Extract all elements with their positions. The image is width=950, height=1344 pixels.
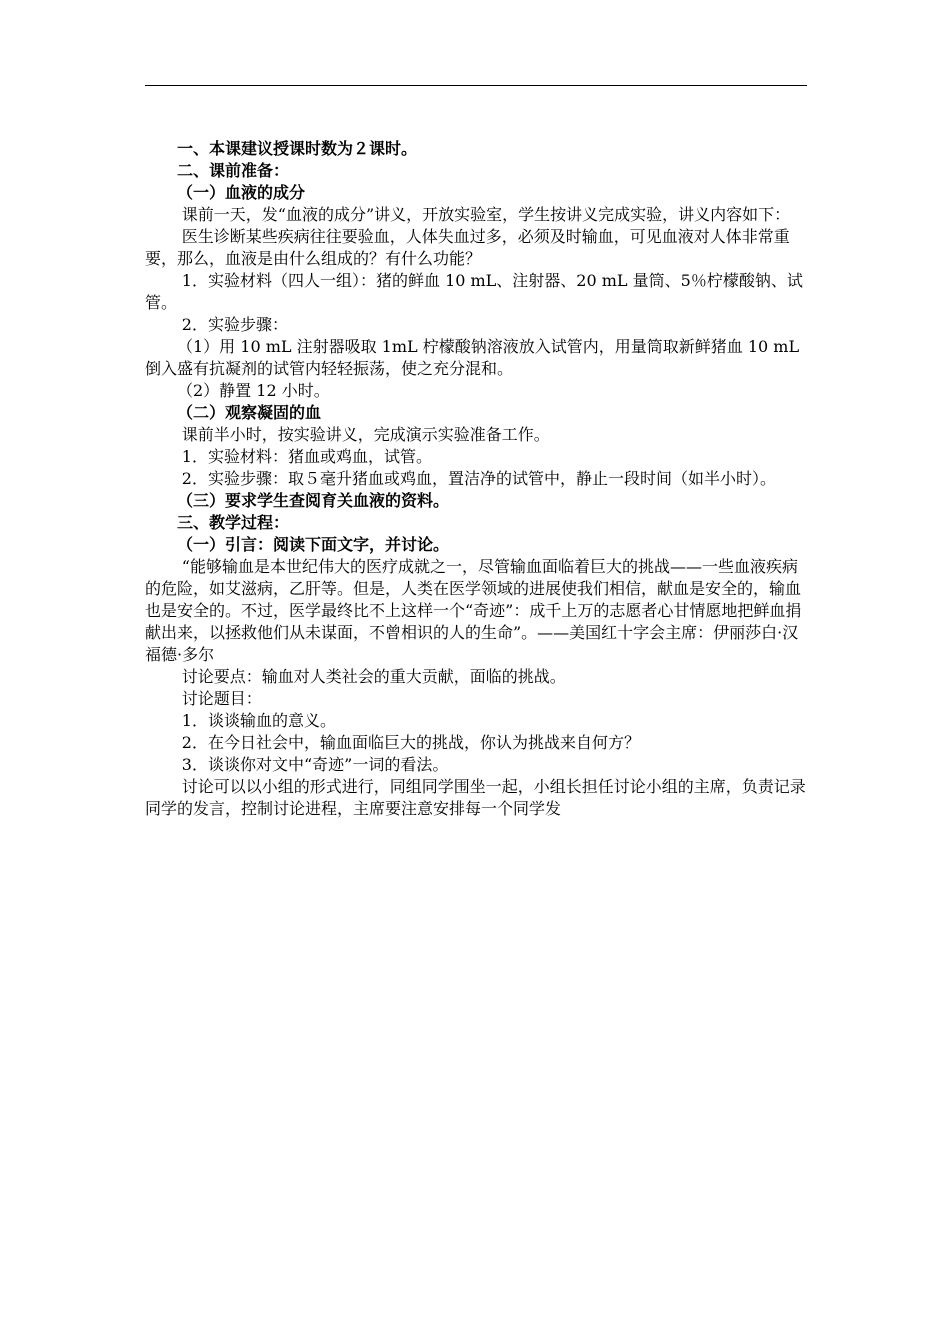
paragraph-discussion-topics-title: 讨论题目： — [181, 689, 262, 708]
subsection-coagulated-blood-title: （二）观察凝固的血 — [177, 403, 322, 422]
section-2-title: 二、课前准备： — [177, 161, 290, 180]
quote-paragraph: “能够输血是本世纪伟大的医疗成就之一，尽管输血面临着巨大的挑战——一些血液疾病的危险，如艾滋病，乙肝等。但是，人类在医学领域的进展使我们相信，献血是安全的，输血也是安全的。不过，医学最终比不上这样一个“奇迹”：成千上万的志愿者心甘情愿地把鲜血捐献出来，以拯救他们从未谋面，不曾相识的人的生命”。——美国红十字会主席：伊丽莎白·汉福德·多尔 — [145, 557, 802, 664]
subsection-intro-title: （一）引言：阅读下面文字，并讨论。 — [177, 535, 450, 554]
paragraph-step-1: （1）用 10 mL 注射器吸取 1mL 柠檬酸钠溶液放入试管内，用量筒取新鲜猪血 10 mL 倒入盛有抗凝剂的试管内轻轻振荡，使之充分混和。 — [145, 337, 800, 378]
document-body — [145, 138, 807, 820]
paragraph-handout-content: 医生诊断某些疾病往往要验血，人体失血过多，必须及时输血，可见血液对人体非常重要，那么，血液是由什么组成的？有什么功能？ — [145, 227, 790, 268]
paragraph-step-2: （2）静置 12 小时。 — [177, 381, 330, 400]
paragraph-discussion-points: 讨论要点：输血对人类社会的重大贡献，面临的挑战。 — [181, 667, 566, 686]
paragraph-demo-prep: 课前半小时，按实验讲义，完成演示实验准备工作。 — [181, 425, 550, 444]
section-3-title: 三、教学过程： — [177, 513, 290, 532]
paragraph-closing: 讨论可以以小组的形式进行，同组同学围坐一起，小组长担任讨论小组的主席，负责记录同学的发言，控制讨论进程，主席要注意安排每一个同学发 — [145, 777, 806, 818]
paragraph-demo-steps: 2．实验步骤：取５毫升猪血或鸡血，置洁净的试管中，静止一段时间（如半小时）。 — [181, 469, 776, 488]
paragraph-materials: 1．实验材料（四人一组）：猪的鲜血 10 mL、注射器、20 mL 量筒、5％柠檬酸钠、试管。 — [145, 271, 803, 312]
subsection-blood-components-title: （一）血液的成分 — [177, 183, 306, 202]
paragraph-handout-intro: 课前一天，发“血液的成分”讲义，开放实验室，学生按讲义完成实验，讲义内容如下： — [181, 205, 791, 224]
list-item-topic: 1．谈谈输血的意义。 — [181, 711, 336, 730]
header-rule — [145, 85, 807, 86]
paragraph-steps-title: 2．实验步骤： — [181, 315, 288, 334]
subsection-research-title: （三）要求学生查阅育关血液的资料。 — [177, 491, 450, 510]
list-item-topic: 2．在今日社会中，输血面临巨大的挑战，你认为挑战来自何方？ — [181, 733, 640, 752]
list-item-topic: 3．谈谈你对文中“奇迹”一词的看法。 — [181, 755, 449, 774]
section-1-title: 一、本课建议授课时数为２课时。 — [177, 139, 418, 158]
paragraph-demo-materials: 1．实验材料：猪血或鸡血，试管。 — [181, 447, 432, 466]
